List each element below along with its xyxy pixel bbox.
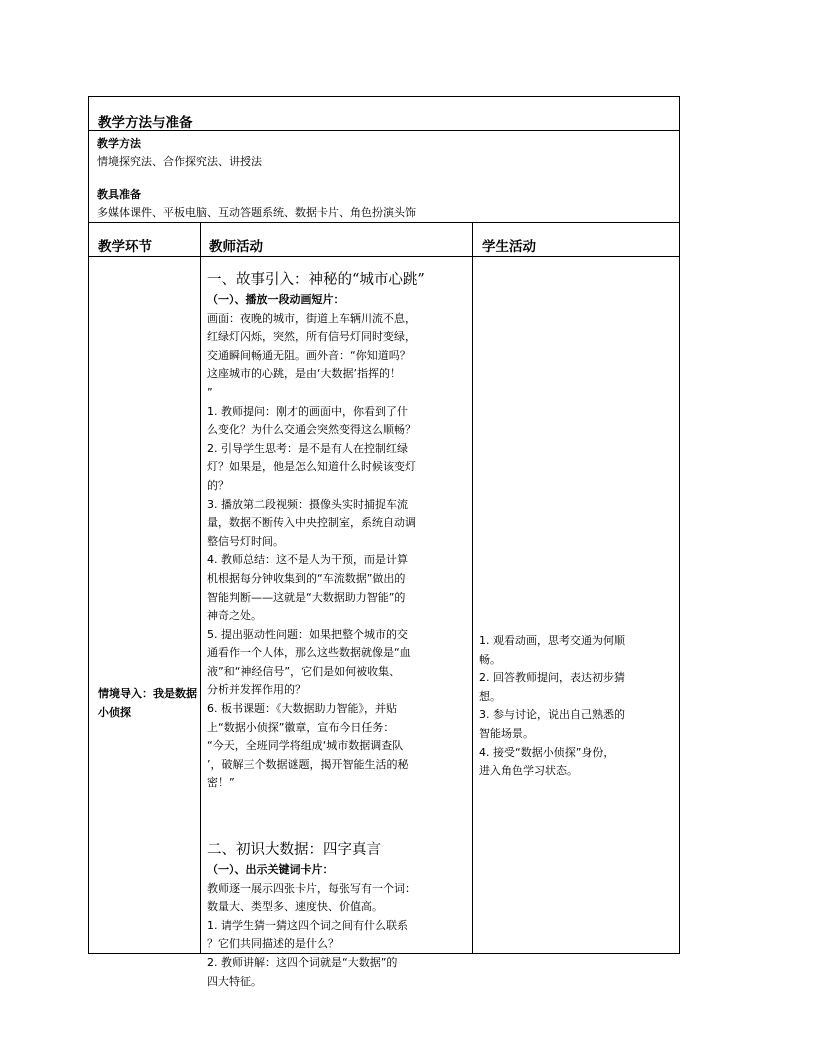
text-line: 2. 引导学生思考：是不是有人在控制红绿 bbox=[207, 441, 408, 455]
text-line: ’，破解三个数据谜题，揭开智能生活的秘 bbox=[207, 757, 409, 771]
part1-title: 一、故事引入：神秘的“城市心跳” bbox=[207, 272, 425, 288]
teacher-activity bbox=[207, 269, 465, 991]
col-teacher-header: 教师活动 bbox=[209, 239, 263, 255]
text-line: 智能场景。 bbox=[479, 726, 534, 740]
text-line: 红绿灯闪烁，突然，所有信号灯同时变绿， bbox=[207, 330, 416, 344]
text-line: 4. 教师总结：这不是人为干预，而是计算 bbox=[207, 553, 408, 567]
column-divider bbox=[200, 223, 201, 953]
text-line: 么变化？为什么交通会突然变得这么顺畅？ bbox=[207, 423, 416, 437]
text-line: ” bbox=[207, 385, 213, 399]
preparation-block bbox=[89, 131, 679, 223]
stage-label: 情境导入：我是数据小侦探 bbox=[98, 687, 197, 719]
text-line: 这座城市的心跳，是由‘大数据’指挥的！ bbox=[207, 367, 401, 381]
text-line: 5. 提出驱动性问题：如果把整个城市的交 bbox=[207, 627, 408, 641]
part2-body bbox=[207, 880, 465, 992]
column-header-row bbox=[89, 223, 679, 257]
text-line: ？它们共同描述的是什么？ bbox=[207, 937, 339, 951]
section-title: 教学方法与准备 bbox=[98, 115, 193, 131]
part1-subtitle: （一）、播放一段动画短片： bbox=[207, 293, 345, 306]
method-label: 教学方法 bbox=[97, 137, 141, 150]
text-line: “今天，全班同学将组成‘城市数据调查队 bbox=[207, 739, 404, 753]
part1-body bbox=[207, 310, 465, 793]
part2-title: 二、初识大数据：四字真言 bbox=[207, 842, 381, 859]
text-line: 灯？如果是，他是怎么知道什么时候该变灯 bbox=[207, 460, 416, 474]
text-line: 想。 bbox=[479, 689, 501, 703]
part2-subtitle: （一）、出示关键词卡片： bbox=[207, 863, 334, 877]
text-line: 四大特征。 bbox=[207, 974, 262, 988]
text-line: 6. 板书课题：《大数据助力智能》，并贴 bbox=[207, 702, 397, 716]
text-line: 数量大、类型多、速度快、价值高。 bbox=[207, 900, 383, 914]
text-line: 上“数据小侦探”徽章，宣布今日任务： bbox=[207, 720, 395, 734]
text-line: 2. 教师讲解：这四个词就是“大数据”的 bbox=[207, 956, 398, 969]
text-line: 智能判断——这就是“大数据助力智能”的 bbox=[207, 590, 406, 604]
text-line: 进入角色学习状态。 bbox=[479, 764, 578, 778]
text-line: 机根据每分钟收集到的“车流数据”做出的 bbox=[207, 571, 406, 585]
tools-label: 教具准备 bbox=[97, 188, 141, 201]
text-line: 3. 参与讨论，说出自己熟悉的 bbox=[479, 708, 625, 722]
text-line: 通看作一个人体，那么这些数据就像是“血 bbox=[207, 646, 411, 660]
tools-text: 多媒体课件、平板电脑、互动答题系统、数据卡片、角色扮演头饰 bbox=[97, 206, 416, 219]
lesson-plan-table bbox=[88, 96, 680, 988]
column-divider bbox=[472, 223, 473, 953]
text-line: 的？ bbox=[207, 478, 229, 492]
text-line: 交通瞬间畅通无阻。画外音：“你知道吗？ bbox=[207, 348, 411, 362]
text-line: 画面：夜晚的城市，街道上车辆川流不息， bbox=[207, 311, 416, 325]
method-text: 情境探究法、合作探究法、讲授法 bbox=[97, 155, 262, 168]
text-line: 3. 播放第二段视频：摄像头实时捕捉车流 bbox=[207, 497, 408, 511]
col-student-header: 学生活动 bbox=[482, 239, 536, 255]
text-line: 液”和“神经信号”，它们是如何被收集、 bbox=[207, 664, 401, 678]
text-line: 1. 观看动画，思考交通为何顺 bbox=[479, 634, 625, 647]
text-line: 1. 请学生猜一猜这四个词之间有什么联系 bbox=[207, 918, 408, 932]
text-line: 4. 接受“数据小侦探”身份， bbox=[479, 745, 615, 759]
text-line: 分析并发挥作用的？ bbox=[207, 683, 306, 697]
text-line: 2. 回答教师提问，表达初步猜 bbox=[479, 671, 625, 685]
text-line: 密！” bbox=[207, 776, 235, 790]
text-line: 整信号灯时间。 bbox=[207, 534, 284, 548]
text-line: 教师逐一展示四张卡片，每张写有一个词： bbox=[207, 881, 416, 895]
text-line: 神奇之处。 bbox=[207, 609, 262, 623]
student-activity bbox=[479, 632, 669, 781]
text-line: 1. 教师提问：刚才的画面中，你看到了什 bbox=[207, 404, 408, 418]
section-header bbox=[89, 97, 679, 131]
text-line: 畅。 bbox=[479, 652, 501, 666]
col-stage-header: 教学环节 bbox=[98, 239, 152, 255]
text-line: 量，数据不断传入中央控制室，系统自动调 bbox=[207, 516, 416, 530]
